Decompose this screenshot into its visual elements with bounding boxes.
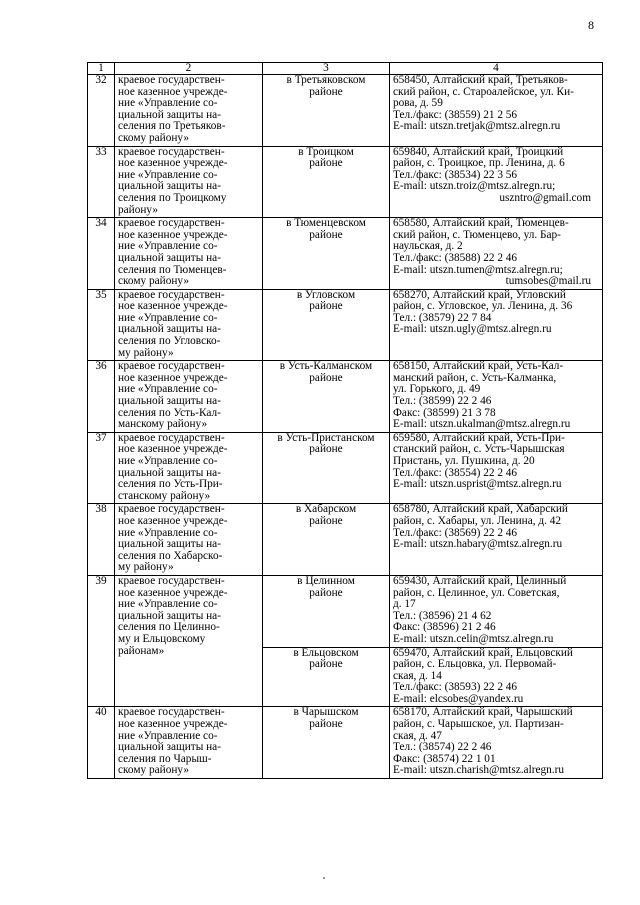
text-line: ние «Управление со- bbox=[118, 311, 218, 324]
text-line: 659580, Алтайский край, Усть-При- bbox=[393, 431, 565, 444]
text-line: краевое государствен- bbox=[118, 288, 225, 301]
email-line: E-mail: utszn.celin@mtsz.alregn.ru bbox=[393, 632, 554, 645]
district-name bbox=[263, 289, 390, 361]
text-line: селения по Третьяков- bbox=[118, 120, 226, 133]
text-line: в Третьяковском bbox=[286, 74, 366, 86]
email-line: E-mail: utszn.ugly@mtsz.alregn.ru bbox=[393, 323, 552, 336]
text-line: станский район, с. Усть-Чарышская bbox=[393, 443, 565, 456]
text-line: ние «Управление со- bbox=[118, 97, 218, 110]
text-line: районе bbox=[309, 300, 343, 313]
text-line: краевое государствен- bbox=[118, 574, 225, 587]
text-line: манскому району» bbox=[118, 418, 208, 431]
row-number: 40 bbox=[88, 707, 115, 779]
institution-name bbox=[115, 575, 263, 707]
text-line: 659430, Алтайский край, Целинный bbox=[393, 574, 567, 587]
row-number: 35 bbox=[88, 289, 115, 361]
text-line: 659470, Алтайский край, Ельцовский bbox=[393, 646, 573, 659]
email-line: E-mail: utszn.charish@mtsz.alregn.ru bbox=[393, 764, 565, 777]
text-line: Тел./факс: (38554) 22 2 46 bbox=[393, 466, 518, 479]
table-row bbox=[88, 432, 603, 504]
institutions-table bbox=[87, 62, 603, 779]
district-name bbox=[263, 432, 390, 504]
text-line: ное казенное учрежде- bbox=[118, 586, 228, 599]
text-line: ул. Горького, д. 49 bbox=[393, 383, 481, 396]
text-line: Тел./факс: (38534) 22 3 56 bbox=[393, 168, 518, 181]
table-row bbox=[88, 361, 603, 433]
district-name bbox=[263, 707, 390, 779]
row-number: 32 bbox=[88, 75, 115, 147]
text-line: ное казенное учрежде- bbox=[118, 718, 228, 731]
row-number: 39 bbox=[88, 575, 115, 707]
text-line: в Целинном bbox=[297, 574, 355, 587]
text-line: Пристань, ул. Пушкина, д. 20 bbox=[393, 455, 535, 467]
text-line: манский район, с. Усть-Калманка, bbox=[393, 371, 557, 384]
text-line: краевое государствен- bbox=[118, 360, 225, 373]
text-line: Факс: (38596) 21 2 46 bbox=[393, 621, 496, 634]
text-line: Тел./факс: (38569) 22 2 46 bbox=[393, 526, 518, 539]
address-contacts bbox=[390, 707, 603, 779]
institution-name bbox=[115, 432, 263, 504]
address-contacts bbox=[390, 361, 603, 433]
email-line: E-mail: utszn.troiz@mtsz.alregn.ru; bbox=[393, 180, 556, 193]
text-line: селения по Хабарско- bbox=[118, 549, 223, 562]
text-line: ский район, с. Староалейское, ул. Ки- bbox=[393, 85, 574, 98]
text-line: в Тюменцевском bbox=[286, 217, 366, 230]
text-line: в Чарышском bbox=[293, 706, 359, 719]
text-line: селения по Чарыш- bbox=[118, 752, 212, 765]
text-line: в Ельцовском bbox=[293, 646, 359, 659]
text-line: скому району» bbox=[118, 131, 189, 144]
table-row bbox=[88, 289, 603, 361]
email-line: tumsobes@mail.ru bbox=[505, 275, 591, 288]
institution-name bbox=[115, 75, 263, 147]
text-line: район, с. Угловское, ул. Ленина, д. 36 bbox=[393, 300, 573, 313]
text-line: 658150, Алтайский край, Усть-Кал- bbox=[393, 360, 564, 373]
address-contacts bbox=[390, 289, 603, 361]
row-number: 33 bbox=[88, 146, 115, 218]
text-line: Тел./факс: (38588) 22 2 46 bbox=[393, 251, 518, 264]
column-header-4: 4 bbox=[390, 63, 603, 75]
institution-name bbox=[115, 361, 263, 433]
text-line: ное казенное учрежде- bbox=[118, 514, 228, 527]
text-line: ние «Управление со- bbox=[118, 526, 218, 539]
email-line: E-mail: elcsobes@yandex.ru bbox=[393, 692, 524, 705]
text-line: районе bbox=[309, 658, 343, 671]
address-contacts bbox=[390, 504, 603, 576]
district-name bbox=[263, 647, 390, 707]
text-line: ская, д. 47 bbox=[393, 729, 442, 742]
text-line: скому району» bbox=[118, 764, 189, 777]
address-contacts bbox=[390, 647, 603, 707]
text-line: район, с. Целинное, ул. Советская, bbox=[393, 586, 560, 599]
district-name bbox=[263, 361, 390, 433]
text-line: рова, д. 59 bbox=[393, 97, 443, 110]
text-line: селения по Троицкому bbox=[118, 191, 227, 204]
text-line: Тел.: (38596) 21 4 62 bbox=[393, 609, 492, 622]
table-row bbox=[88, 146, 603, 218]
text-line: районе bbox=[309, 586, 343, 599]
email-line: E-mail: utszn.ukalman@mtsz.alregn.ru bbox=[393, 418, 571, 431]
text-line: селения по Целинно- bbox=[118, 621, 220, 634]
column-header-3: 3 bbox=[263, 63, 390, 75]
text-line: ние «Управление со- bbox=[118, 168, 218, 181]
text-line: район, с. Троицкое, пр. Ленина, д. 6 bbox=[393, 157, 565, 170]
text-line: циальной защиты на- bbox=[118, 466, 221, 479]
text-line: ние «Управление со- bbox=[118, 598, 218, 611]
row-number: 37 bbox=[88, 432, 115, 504]
address-contacts bbox=[390, 575, 603, 647]
text-line: краевое государствен- bbox=[118, 706, 225, 719]
text-line: му району» bbox=[118, 346, 174, 359]
text-line: ский район, с. Тюменцево, ул. Бар- bbox=[393, 228, 561, 241]
district-name bbox=[263, 146, 390, 218]
address-contacts bbox=[390, 75, 603, 147]
text-line: 658450, Алтайский край, Третьяков- bbox=[393, 74, 568, 86]
text-line: циальной защиты на- bbox=[118, 741, 221, 754]
column-header-1: 1 bbox=[88, 63, 115, 75]
text-line: циальной защиты на- bbox=[118, 108, 221, 121]
institution-name bbox=[115, 146, 263, 218]
text-line: ние «Управление со- bbox=[118, 455, 218, 467]
text-line: ное казенное учрежде- bbox=[118, 300, 228, 313]
column-header-2: 2 bbox=[115, 63, 263, 75]
text-line: в Усть-Пристанском bbox=[277, 431, 375, 444]
text-line: ное казенное учрежде- bbox=[118, 443, 228, 456]
address-contacts bbox=[390, 146, 603, 218]
text-line: ное казенное учрежде- bbox=[118, 157, 228, 170]
table-row bbox=[88, 218, 603, 290]
text-line: селения по Угловско- bbox=[118, 335, 221, 348]
text-line: селения по Тюменцев- bbox=[118, 263, 227, 276]
text-line: районе bbox=[309, 718, 343, 731]
page-number: 8 bbox=[588, 18, 594, 32]
district-name bbox=[263, 218, 390, 290]
text-line: наульская, д. 2 bbox=[393, 240, 463, 253]
text-line: д. 17 bbox=[393, 598, 416, 611]
district-name bbox=[263, 504, 390, 576]
text-line: ние «Управление со- bbox=[118, 240, 218, 253]
text-line: ская, д. 14 bbox=[393, 669, 442, 682]
institution-name bbox=[115, 504, 263, 576]
text-line: му району» bbox=[118, 561, 174, 574]
address-contacts bbox=[390, 218, 603, 290]
text-line: краевое государствен- bbox=[118, 431, 225, 444]
text-line: ное казенное учрежде- bbox=[118, 85, 228, 98]
text-line: Тел./факс: (38593) 22 2 46 bbox=[393, 681, 518, 694]
text-line: му и Ельцовскому bbox=[118, 632, 206, 645]
text-line: районе bbox=[309, 228, 343, 241]
text-line: Тел.: (38579) 22 7 84 bbox=[393, 311, 492, 324]
text-line: район, с. Ельцовка, ул. Первомай- bbox=[393, 658, 557, 671]
text-line: краевое государствен- bbox=[118, 74, 225, 86]
email-line: uszntro@gmail.com bbox=[499, 191, 591, 204]
text-line: ное казенное учрежде- bbox=[118, 371, 228, 384]
text-line: районе bbox=[309, 371, 343, 384]
address-contacts bbox=[390, 432, 603, 504]
text-line: селения по Усть-Кал- bbox=[118, 406, 221, 419]
text-line: в Усть-Калманском bbox=[279, 360, 373, 373]
text-line: район, с. Хабары, ул. Ленина, д. 42 bbox=[393, 514, 562, 527]
text-line: Факс: (38574) 22 1 01 bbox=[393, 752, 496, 765]
text-line: ние «Управление со- bbox=[118, 729, 218, 742]
text-line: скому району» bbox=[118, 275, 189, 288]
text-line: Факс: (38599) 21 3 78 bbox=[393, 406, 496, 419]
text-line: циальной защиты на- bbox=[118, 180, 221, 193]
institution-name bbox=[115, 707, 263, 779]
text-line: в Хабарском bbox=[295, 503, 357, 516]
text-line: Тел.: (38574) 22 2 46 bbox=[393, 741, 492, 754]
row-number: 36 bbox=[88, 361, 115, 433]
text-line: районам» bbox=[118, 644, 165, 657]
row-number: 38 bbox=[88, 504, 115, 576]
text-line: районе bbox=[309, 85, 343, 98]
text-line: 658580, Алтайский край, Тюменцев- bbox=[393, 217, 569, 230]
table-row bbox=[88, 575, 603, 647]
text-line: краевое государствен- bbox=[118, 145, 225, 158]
district-name bbox=[263, 75, 390, 147]
text-line: в Угловском bbox=[296, 288, 356, 301]
text-line: циальной защиты на- bbox=[118, 395, 221, 408]
row-number: 34 bbox=[88, 218, 115, 290]
institution-name bbox=[115, 289, 263, 361]
text-line: 659840, Алтайский край, Троицкий bbox=[393, 145, 564, 158]
text-line: районе bbox=[309, 157, 343, 170]
text-line: циальной защиты на- bbox=[118, 609, 221, 622]
text-line: краевое государствен- bbox=[118, 503, 225, 516]
text-line: районе bbox=[309, 443, 343, 456]
text-line: районе bbox=[309, 514, 343, 527]
text-line: краевое государствен- bbox=[118, 217, 225, 230]
institution-name bbox=[115, 218, 263, 290]
text-line: циальной защиты на- bbox=[118, 538, 221, 551]
text-line: ние «Управление со- bbox=[118, 383, 218, 396]
text-line: селения по Усть-При- bbox=[118, 478, 223, 491]
text-line: 658270, Алтайский край, Угловский bbox=[393, 288, 566, 301]
table-row bbox=[88, 75, 603, 147]
text-line: циальной защиты на- bbox=[118, 323, 221, 336]
email-line: E-mail: utszn.tretjak@mtsz.alregn.ru bbox=[393, 120, 561, 133]
table-header-row bbox=[88, 63, 603, 75]
email-line: E-mail: utszn.tumen@mtsz.alregn.ru; bbox=[393, 263, 563, 276]
text-line: району» bbox=[118, 203, 158, 216]
text-line: циальной защиты на- bbox=[118, 251, 221, 264]
text-line: 658780, Алтайский край, Хабарский bbox=[393, 503, 568, 516]
text-line: ное казенное учрежде- bbox=[118, 228, 228, 241]
text-line: станскому району» bbox=[118, 489, 211, 502]
text-line: Тел./факс: (38559) 21 2 56 bbox=[393, 108, 518, 121]
text-line: район, с. Чарышское, ул. Партизан- bbox=[393, 718, 564, 731]
text-line: в Троицком bbox=[298, 145, 354, 158]
text-line: Тел.: (38599) 22 2 46 bbox=[393, 395, 492, 408]
scan-speck bbox=[323, 877, 325, 879]
table-row bbox=[88, 707, 603, 779]
text-line: 658170, Алтайский край, Чарышский bbox=[393, 706, 573, 719]
email-line: E-mail: utszn.habary@mtsz.alregn.ru bbox=[393, 538, 563, 551]
table-row bbox=[88, 504, 603, 576]
email-line: E-mail: utszn.usprist@mtsz.alregn.ru bbox=[393, 478, 562, 491]
district-name bbox=[263, 575, 390, 647]
